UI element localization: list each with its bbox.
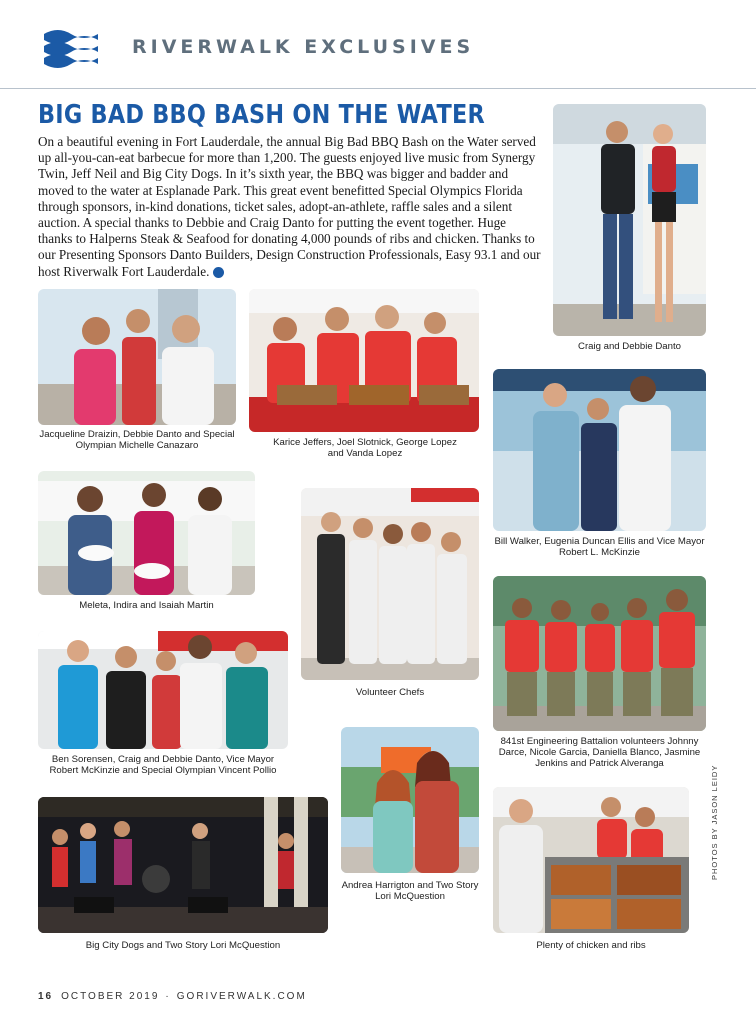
- caption-meleta: Meleta, Indira and Isaiah Martin: [79, 600, 214, 611]
- caption-band: Big City Dogs and Two Story Lori McQuestion: [85, 940, 281, 951]
- caption-andrea: Andrea Harrigton and Two Story Lori McQuestion: [341, 880, 479, 902]
- article-body-text: On a beautiful evening in Fort Lauderdale, the annual Big Bad BBQ Bash on the Water served up all-you-can-eat barbecue for more than 1,200. The guests enjoyed live music from Synergy Twin, Jeff Neil and Big City Dogs. In it’s sixth year, the BBQ was bigger and badder and moved to the water at Esplanade Park. This great event benefitted Special Olympics Florida through sponsors, in-kind donations, ticket sales, adopt-an-athlete, raffle sales and a silent auction. A special thanks to Debbie and Craig Danto for putting the event together. Huge thanks to Halperns Steak & Seafood for donating 4,000 pounds of ribs and chicken. Thanks to our Presenting Sponsors Danto Builders, Design Construction Professionals, Easy 93.1 and our host Riverwalk Fort Lauderdale.: [38, 134, 541, 279]
- riverwalk-logo-icon: [40, 24, 102, 70]
- page-number: 16: [38, 991, 54, 1002]
- caption-ben-sorensen: Ben Sorensen, Craig and Debbie Danto, Vice Mayor Robert McKinzie and Special Olympian Vincent Pollio: [49, 754, 277, 776]
- header-divider: [0, 88, 756, 89]
- article-headline: BIG BAD BBQ BASH ON THE WATER: [38, 100, 486, 130]
- photo-meleta: [38, 471, 255, 595]
- issue-date: OCTOBER 2019: [61, 991, 160, 1002]
- photo-jacqueline: [38, 289, 236, 425]
- caption-engineering-battalion: 841st Engineering Battalion volunteers Johnny Darce, Nicole Garcia, Daniella Blanco, Jasmine Jenkins and Patrick Alveranga: [498, 736, 701, 769]
- photo-ben-sorensen: [38, 631, 288, 749]
- caption-karice: Karice Jeffers, Joel Slotnick, George Lopez and Vanda Lopez: [273, 437, 457, 459]
- caption-chicken-ribs: Plenty of chicken and ribs: [536, 940, 646, 951]
- photo-chicken-ribs: [493, 787, 689, 933]
- website: GORIVERWALK.COM: [176, 991, 307, 1002]
- photo-karice: [249, 289, 479, 432]
- photo-andrea: [341, 727, 479, 873]
- caption-volunteer-chefs: Volunteer Chefs: [355, 687, 425, 698]
- photo-engineering-battalion: [493, 576, 706, 731]
- photo-volunteer-chefs: [301, 488, 479, 680]
- caption-bill-walker: Bill Walker, Eugenia Duncan Ellis and Vice Mayor Robert L. McKinzie: [494, 536, 705, 558]
- photo-craig-debbie: [553, 104, 706, 336]
- photo-bill-walker: [493, 369, 706, 531]
- caption-jacqueline: Jacqueline Draizin, Debbie Danto and Special Olympian Michelle Canazaro: [39, 429, 235, 451]
- page-footer: [38, 991, 307, 1002]
- photo-credit: PHOTOS BY JASON LEIDY: [710, 764, 719, 880]
- footer-separator: ·: [165, 991, 171, 1002]
- photo-band: [38, 797, 328, 933]
- section-title: RIVERWALK EXCLUSIVES: [132, 36, 475, 58]
- article-body: [38, 134, 543, 280]
- end-of-story-icon: [213, 267, 224, 278]
- caption-craig-debbie: Craig and Debbie Danto: [578, 341, 681, 352]
